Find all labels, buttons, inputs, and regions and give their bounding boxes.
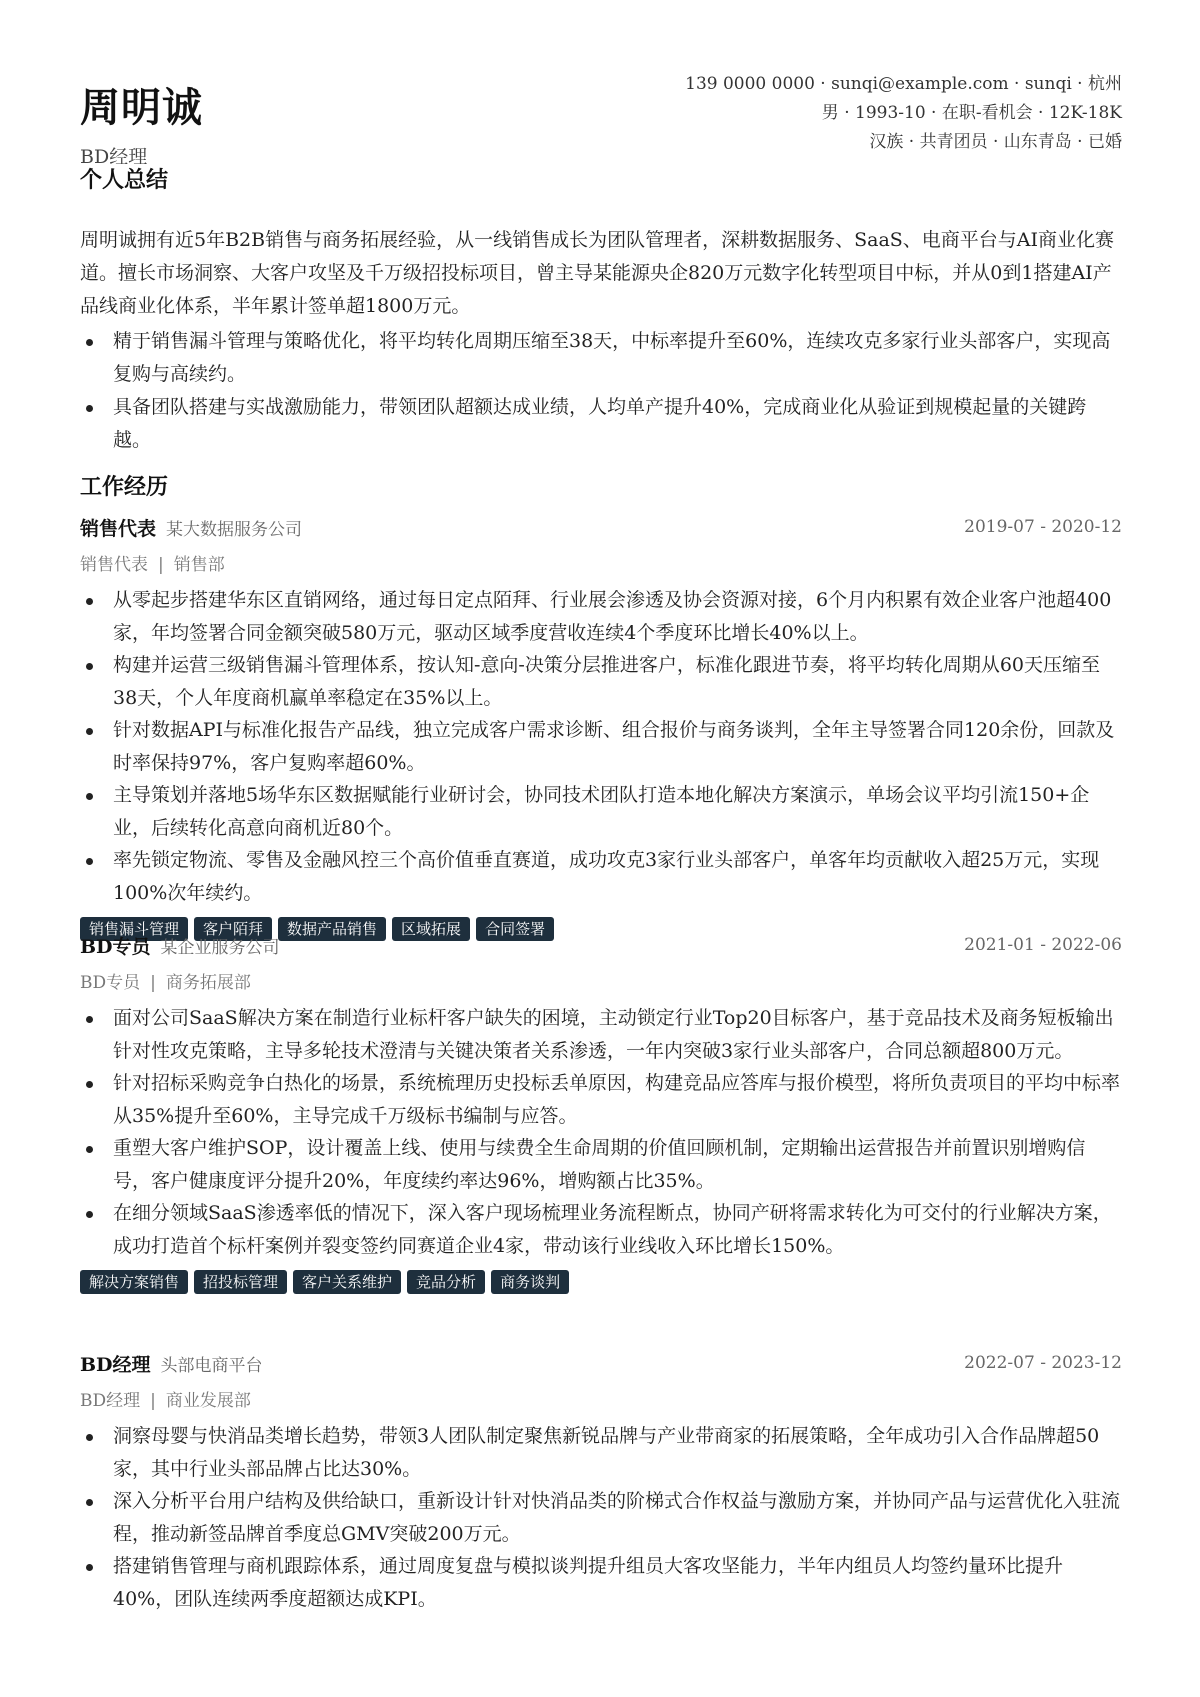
- job-date: 2021-01 - 2022-06: [964, 935, 1122, 955]
- job-bullets: [80, 1002, 1122, 1262]
- job-entry: [80, 514, 1122, 943]
- job-subtitle: [80, 966, 1122, 1000]
- job-entry: [80, 1350, 1122, 1615]
- job-title: BD专员: [80, 936, 151, 958]
- job-bullet: 在细分领域SaaS渗透率低的情况下，深入客户现场梳理业务流程断点，协同产研将需求转化为可交付的行业解决方案，成功打造首个标杆案例并裂变签约同赛道企业4家，带动该行业线收入环比增长150%。: [80, 1197, 1122, 1262]
- separator: |: [150, 1391, 156, 1411]
- contact-info: [685, 70, 1122, 157]
- job-company: 某大数据服务公司: [166, 520, 303, 540]
- skill-tag: 区域拓展: [392, 917, 470, 941]
- job-bullet: 洞察母婴与快消品类增长趋势，带领3人团队制定聚焦新锐品牌与产业带商家的拓展策略，全年成功引入合作品牌超50家，其中行业头部品牌占比达30%。: [80, 1420, 1122, 1485]
- job-date: 2022-07 - 2023-12: [964, 1353, 1122, 1373]
- job-bullet: 率先锁定物流、零售及金融风控三个高价值垂直赛道，成功攻克3家行业头部客户，单客年均贡献收入超25万元，实现100%次年续约。: [80, 844, 1122, 909]
- summary-section: [80, 224, 1122, 457]
- job-position: BD经理: [80, 1391, 141, 1411]
- skill-tags: [80, 1270, 1122, 1296]
- job-header: [80, 514, 1122, 548]
- separator: |: [150, 973, 156, 993]
- summary-bullet: 具备团队搭建与实战激励能力，带领团队超额达成业绩，人均单产提升40%，完成商业化从验证到规模起量的关键跨越。: [80, 391, 1122, 457]
- summary-bullets: [80, 325, 1122, 457]
- job-bullet: 深入分析平台用户结构及供给缺口，重新设计针对快消品类的阶梯式合作权益与激励方案，并协同产品与运营优化入驻流程，推动新签品牌首季度总GMV突破200万元。: [80, 1485, 1122, 1550]
- skill-tag: 合同签署: [476, 917, 554, 941]
- job-bullet: 主导策划并落地5场华东区数据赋能行业研讨会，协同技术团队打造本地化解决方案演示，单场会议平均引流150+企业，后续转化高意向商机近80个。: [80, 779, 1122, 844]
- job-bullets: [80, 1420, 1122, 1615]
- contact-line: 汉族 · 共青团员 · 山东青岛 · 已婚: [869, 132, 1122, 152]
- job-title: BD经理: [80, 1354, 151, 1376]
- job-subtitle: [80, 548, 1122, 582]
- job-bullets: [80, 584, 1122, 909]
- candidate-role: BD经理: [80, 146, 148, 168]
- skill-tag: 商务谈判: [491, 1270, 569, 1294]
- skill-tag: 招投标管理: [194, 1270, 287, 1294]
- job-bullet: 针对招标采购竞争白热化的场景，系统梳理历史投标丢单原因，构建竞品应答库与报价模型，将所负责项目的平均中标率从35%提升至60%，主导完成千万级标书编制与应答。: [80, 1067, 1122, 1132]
- job-position: BD专员: [80, 973, 141, 993]
- job-department: 销售部: [173, 555, 225, 575]
- job-bullet: 搭建销售管理与商机跟踪体系，通过周度复盘与模拟谈判提升组员大客攻坚能力，半年内组员人均签约量环比提升40%，团队连续两季度超额达成KPI。: [80, 1550, 1122, 1615]
- job-title: 销售代表: [80, 518, 157, 540]
- skill-tag: 竞品分析: [407, 1270, 485, 1294]
- job-bullet: 从零起步搭建华东区直销网络，通过每日定点陌拜、行业展会渗透及协会资源对接，6个月内积累有效企业客户池超400家，年均签署合同金额突破580万元，驱动区域季度营收连续4个季度环比增长40%以上。: [80, 584, 1122, 649]
- skill-tag: 销售漏斗管理: [80, 917, 188, 941]
- job-department: 商业发展部: [165, 1391, 251, 1411]
- candidate-name: 周明诚: [80, 84, 203, 131]
- skill-tag: 客户关系维护: [293, 1270, 401, 1294]
- job-position: 销售代表: [80, 555, 148, 575]
- job-bullet: 构建并运营三级销售漏斗管理体系，按认知-意向-决策分层推进客户，标准化跟进节奏，将平均转化周期从60天压缩至38天，个人年度商机赢单率稳定在35%以上。: [80, 649, 1122, 714]
- skill-tag: 数据产品销售: [278, 917, 386, 941]
- job-header: [80, 932, 1122, 966]
- contact-line: 139 0000 0000 · sunqi@example.com · sunqi · 杭州: [685, 74, 1122, 94]
- skill-tag: 解决方案销售: [80, 1270, 188, 1294]
- summary-section-title: 个人总结: [80, 167, 169, 193]
- job-company: 头部电商平台: [160, 1356, 263, 1376]
- summary-paragraph: 周明诚拥有近5年B2B销售与商务拓展经验，从一线销售成长为团队管理者，深耕数据服务、SaaS、电商平台与AI商业化赛道。擅长市场洞察、大客户攻坚及千万级招投标项目，曾主导某能源央企820万元数字化转型项目中标，并从0到1搭建AI产品线商业化体系，半年累计签单超1800万元。: [80, 229, 1115, 317]
- job-subtitle: [80, 1384, 1122, 1418]
- job-bullet: 针对数据API与标准化报告产品线，独立完成客户需求诊断、组合报价与商务谈判，全年主导签署合同120余份，回款及时率保持97%，客户复购率超60%。: [80, 714, 1122, 779]
- contact-line: 男 · 1993-10 · 在职-看机会 · 12K-18K: [821, 103, 1122, 123]
- summary-bullet: 精于销售漏斗管理与策略优化，将平均转化周期压缩至38天，中标率提升至60%，连续攻克多家行业头部客户，实现高复购与高续约。: [80, 325, 1122, 391]
- job-company: 某企业服务公司: [160, 938, 280, 958]
- separator: |: [158, 555, 164, 575]
- job-bullet: 重塑大客户维护SOP，设计覆盖上线、使用与续费全生命周期的价值回顾机制，定期输出运营报告并前置识别增购信号，客户健康度评分提升20%，年度续约率达96%，增购额占比35%。: [80, 1132, 1122, 1197]
- skill-tag: 客户陌拜: [194, 917, 272, 941]
- job-bullet: 面对公司SaaS解决方案在制造行业标杆客户缺失的困境，主动锁定行业Top20目标客户，基于竞品技术及商务短板输出针对性攻克策略，主导多轮技术澄清与关键决策者关系渗透，一年内突破3家行业头部客户，合同总额超800万元。: [80, 1002, 1122, 1067]
- job-department: 商务拓展部: [165, 973, 251, 993]
- job-date: 2019-07 - 2020-12: [964, 517, 1122, 537]
- resume-header: [80, 70, 1122, 170]
- work-section-title: 工作经历: [80, 474, 169, 500]
- job-entry: [80, 932, 1122, 1296]
- job-header: [80, 1350, 1122, 1384]
